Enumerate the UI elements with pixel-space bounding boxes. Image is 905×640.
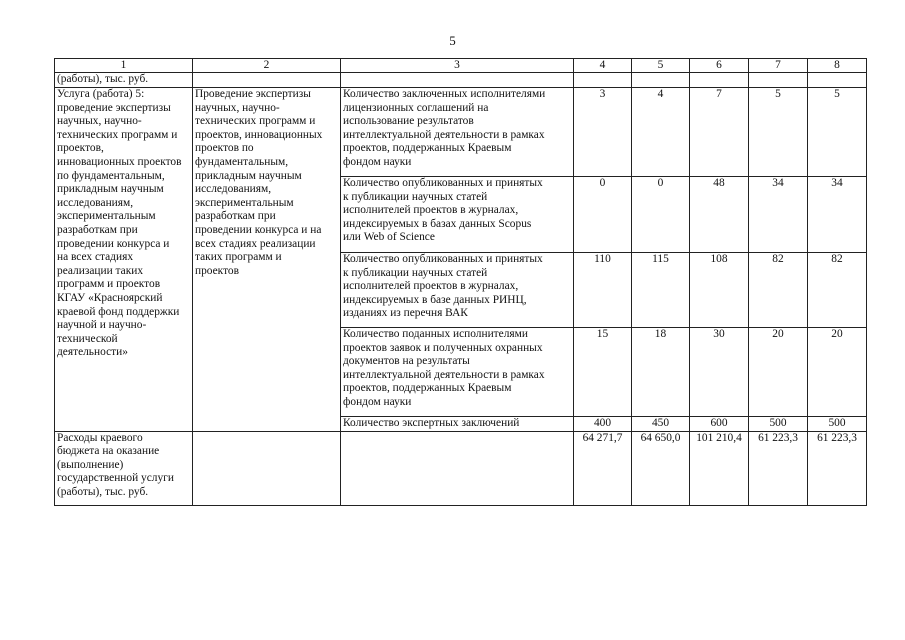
indicator-value: 18 xyxy=(632,328,690,417)
column-number: 4 xyxy=(574,59,632,73)
indicator-row xyxy=(55,88,867,177)
expenses-row xyxy=(55,431,867,505)
empty-cell xyxy=(749,73,808,88)
empty-cell xyxy=(632,73,690,88)
empty-cell xyxy=(193,431,341,505)
indicator-value: 0 xyxy=(632,177,690,253)
indicator-value: 20 xyxy=(808,328,867,417)
column-number: 5 xyxy=(632,59,690,73)
empty-cell xyxy=(574,73,632,88)
empty-cell xyxy=(193,73,341,88)
column-number: 3 xyxy=(341,59,574,73)
indicator-value: 34 xyxy=(808,177,867,253)
indicator-value: 108 xyxy=(690,253,749,328)
empty-cell xyxy=(341,73,574,88)
empty-cell xyxy=(690,73,749,88)
indicator-value: 500 xyxy=(808,417,867,432)
page-number: 5 xyxy=(449,33,456,48)
indicator-value: 82 xyxy=(808,253,867,328)
indicator-value: 15 xyxy=(574,328,632,417)
indicator-name: Количество опубликованных и принятых к публикации научных статей исполнителей проектов в журналах, индексируемых в базе данных РИНЦ, изданиях из перечня ВАК xyxy=(341,253,574,328)
expenses-label: Расходы краевого бюджета на оказание (выполнение) государственной услуги (работы), тыс. руб. xyxy=(55,431,193,505)
indicator-name: Количество опубликованных и принятых к публикации научных статей исполнителей проектов в журналах, индексируемых в базах данных Scopus или Web of Science xyxy=(341,177,574,253)
expense-value: 61 223,3 xyxy=(749,431,808,505)
empty-cell xyxy=(341,431,574,505)
indicator-value: 5 xyxy=(749,88,808,177)
indicator-value: 400 xyxy=(574,417,632,432)
expense-value: 64 650,0 xyxy=(632,431,690,505)
column-number: 6 xyxy=(690,59,749,73)
indicator-value: 20 xyxy=(749,328,808,417)
carry-over-row xyxy=(55,73,867,88)
column-number-row xyxy=(55,59,867,73)
indicator-name: Количество поданных исполнителями проектов заявок и полученных охранных документов на результаты интеллектуальной деятельности в рамках проектов, поддержанных Краевым фондом науки xyxy=(341,328,574,417)
indicator-value: 4 xyxy=(632,88,690,177)
indicator-value: 600 xyxy=(690,417,749,432)
indicator-value: 34 xyxy=(749,177,808,253)
expense-value: 64 271,7 xyxy=(574,431,632,505)
service-content-cell: Проведение экспертизы научных, научно- технических программ и проектов, инновационных проектов по фундаментальным, прикладным научным исследованиям, экспериментальным разработкам при проведении конкурса и на всех стадиях реализации таких программ и проектов xyxy=(193,88,341,432)
column-number: 1 xyxy=(55,59,193,73)
service-name-cell: Услуга (работа) 5: проведение экспертизы научных, научно- технических программ и проектов, инновационных проектов по фундаментальным, прикладным научным исследованиям, экспериментальным разработкам при проведении конкурса и на всех стадиях реализации таких программ и проектов КГАУ «Красноярский краевой фонд поддержки научной и научно- технической деятельности» xyxy=(55,88,193,432)
column-number: 7 xyxy=(749,59,808,73)
carry-over-text: (работы), тыс. руб. xyxy=(55,73,193,88)
indicator-value: 115 xyxy=(632,253,690,328)
column-number: 8 xyxy=(808,59,867,73)
indicator-value: 5 xyxy=(808,88,867,177)
indicator-value: 82 xyxy=(749,253,808,328)
indicator-name: Количество заключенных исполнителями лицензионных соглашений на использование результатов интеллектуальной деятельности в рамках проектов, поддержанных Краевым фондом науки xyxy=(341,88,574,177)
indicator-value: 450 xyxy=(632,417,690,432)
expense-value: 61 223,3 xyxy=(808,431,867,505)
indicator-value: 48 xyxy=(690,177,749,253)
indicator-value: 30 xyxy=(690,328,749,417)
column-number: 2 xyxy=(193,59,341,73)
indicator-value: 500 xyxy=(749,417,808,432)
indicator-name: Количество экспертных заключений xyxy=(341,417,574,432)
indicator-value: 0 xyxy=(574,177,632,253)
budget-table xyxy=(54,58,867,506)
indicator-value: 7 xyxy=(690,88,749,177)
empty-cell xyxy=(808,73,867,88)
indicator-value: 3 xyxy=(574,88,632,177)
expense-value: 101 210,4 xyxy=(690,431,749,505)
indicator-value: 110 xyxy=(574,253,632,328)
